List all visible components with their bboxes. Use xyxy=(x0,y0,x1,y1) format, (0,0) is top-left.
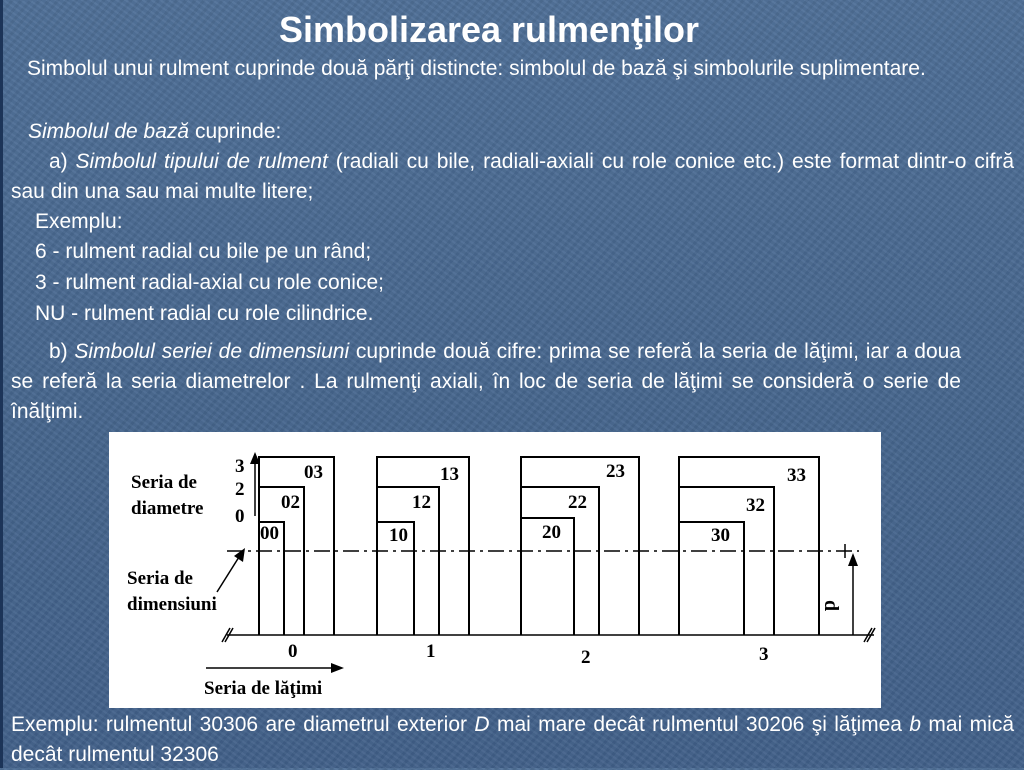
d-dimension-label: d xyxy=(820,600,842,612)
dimension-series-diagram xyxy=(109,432,881,708)
intro-paragraph: Simbolul unui rulment cuprinde două părţi distincte: simbolul de bază şi simbolurile suplimentare. xyxy=(27,57,926,80)
final-example-paragraph xyxy=(11,710,1014,770)
diameter-series-label-line2: diametre xyxy=(131,498,204,519)
bearing-23-outline xyxy=(521,457,639,635)
width-digit-2: 2 xyxy=(581,647,591,668)
item-b-paragraph xyxy=(11,337,961,427)
code-12: 12 xyxy=(412,492,431,513)
item-a-paragraph xyxy=(11,147,1014,207)
example-line-1: 6 - rulment radial cu bile pe un rând; xyxy=(35,240,372,263)
item-b-prefix: b) xyxy=(49,340,75,363)
final-prefix: Exemplu: rulmentul 30306 are diametrul exterior xyxy=(11,713,475,736)
d-dimension-arrowhead xyxy=(848,553,858,566)
slide-title: Simbolizarea rulmenţilor xyxy=(278,9,700,50)
diameter-digit-2: 2 xyxy=(235,479,245,500)
dimension-series-label-line2: dimensiuni xyxy=(127,594,217,615)
code-10: 10 xyxy=(389,525,408,546)
code-23: 23 xyxy=(606,461,625,482)
bearing-22-outline xyxy=(521,487,599,635)
width-digit-3: 3 xyxy=(759,644,769,665)
width-digit-0: 0 xyxy=(288,641,298,662)
final-b-symbol: b xyxy=(909,713,922,736)
final-middle: mai mare decât rulmentul 30206 şi lăţimea xyxy=(489,713,910,736)
item-b-term: Simbolul seriei de dimensiuni xyxy=(74,340,350,363)
code-20: 20 xyxy=(542,522,561,543)
code-32: 32 xyxy=(746,495,765,516)
dimension-series-figure xyxy=(109,432,881,708)
width-digit-1: 1 xyxy=(426,641,436,662)
width-series-arrowhead xyxy=(331,663,344,673)
example-line-2: 3 - rulment radial-axial cu role conice; xyxy=(35,271,384,294)
code-03: 03 xyxy=(304,462,323,483)
width-series-label: Seria de lăţimi xyxy=(204,678,323,699)
dimension-series-arrowhead xyxy=(234,548,245,562)
code-30: 30 xyxy=(711,525,730,546)
diameter-series-label-line1: Seria de xyxy=(131,472,197,493)
item-b-rest: cuprinde două cifre: prima se referă la seria de lăţimi, iar a doua se referă la seria diametrelor . La rulmenţi axiali, în loc de seria de lăţimi se consideră o serie de înălţimi. xyxy=(11,340,961,423)
item-a-rest: (radiali cu bile, radiali-axiali cu role conice etc.) este format dintr-o cifră sau din una sau mai multe litere; xyxy=(11,150,1014,203)
dimension-series-label-line1: Seria de xyxy=(127,568,193,589)
dimension-series-arrow-shaft xyxy=(217,557,239,592)
code-02: 02 xyxy=(281,492,300,513)
item-a-prefix: a) xyxy=(49,150,76,173)
bearing-03-outline xyxy=(259,457,334,635)
diameter-digit-3: 3 xyxy=(235,456,245,477)
final-d-symbol: D xyxy=(474,713,490,736)
item-a-term: Simbolul tipului de rulment xyxy=(75,150,328,173)
code-13: 13 xyxy=(440,464,459,485)
code-33: 33 xyxy=(787,465,806,486)
diameter-digit-0: 0 xyxy=(235,506,245,527)
code-00: 00 xyxy=(260,523,279,544)
base-symbol-term: Simbolul de bază xyxy=(28,120,190,143)
code-22: 22 xyxy=(568,492,587,513)
base-symbol-rest: cuprinde: xyxy=(189,120,282,143)
example-heading: Exemplu: xyxy=(35,210,123,233)
example-line-3: NU - rulment radial cu role cilindrice. xyxy=(35,302,374,325)
final-suffix: mai mică decât rulmentul 32306 xyxy=(11,713,1014,766)
base-symbol-paragraph xyxy=(28,117,281,147)
